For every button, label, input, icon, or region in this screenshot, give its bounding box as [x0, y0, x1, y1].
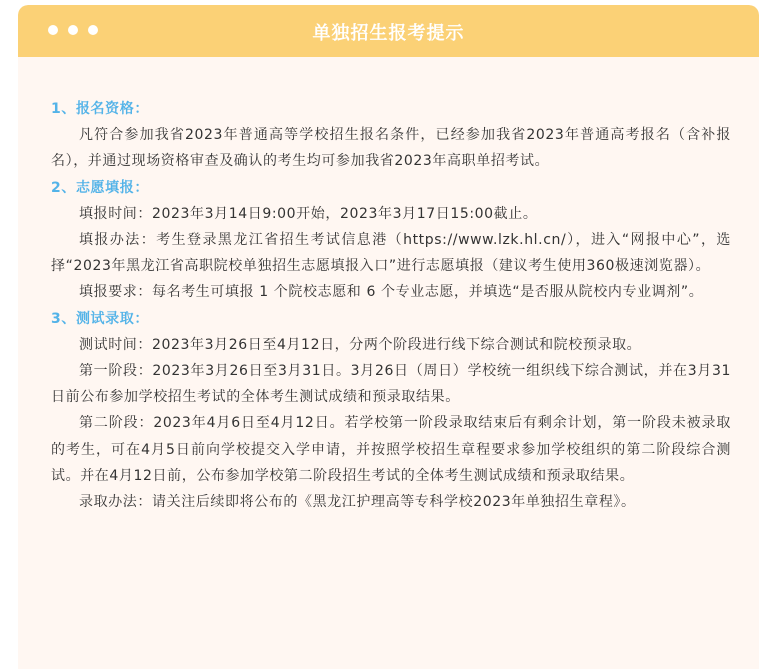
section-heading-admission: 3、测试录取：: [51, 310, 149, 327]
notice-card: [18, 5, 759, 669]
application-method-paragraph: 填报办法：考生登录黑龙江省招生考试信息港（https://www.lzk.hl.cn/），进入“网报中心”，选择“2023年黑龙江省高职院校单独招生志愿填报入口”进行志愿填报（建议考生使用360极速浏览器）。: [51, 232, 731, 275]
title-bar: [18, 5, 759, 57]
registration-paragraph: 凡符合参加我省2023年普通高等学校招生报名条件，已经参加我省2023年普通高考报名（含补报名），并通过现场资格审查及确认的考生均可参加我省2023年高职单招考试。: [51, 127, 731, 170]
application-requirement-paragraph: 填报要求：每名考生可填报 1 个院校志愿和 6 个专业志愿，并填选“是否服从院校内专业调剂”。: [79, 284, 704, 301]
application-time-paragraph: 填报时间：2023年3月14日9:00开始，2023年3月17日15:00截止。: [79, 205, 538, 222]
section-heading-registration: 1、报名资格：: [51, 101, 149, 117]
admission-method-paragraph: 录取办法：请关注后续即将公布的《黑龙江护理高等专科学校2023年单独招生章程》。: [79, 494, 636, 511]
phase-one-paragraph: 第一阶段：2023年3月26日至3月31日。3月26日（周日）学校统一组织线下综合测试，并在3月31日前公布参加学校招生考试的全体考生测试成绩和预录取结果。: [51, 363, 731, 406]
notice-content: [51, 96, 731, 515]
phase-two-paragraph: 第二阶段：2023年4月6日至4月12日。若学校第一阶段录取结束后有剩余计划，第一阶段未被录取的考生，可在4月5日前向学校提交入学申请，并按照学校招生章程要求参加学校组织的第二阶段综合测试。并在4月12日前，公布参加学校第二阶段招生考试的全体考生测试成绩和预录取结果。: [51, 415, 731, 484]
page-title: 单独招生报考提示: [312, 23, 465, 44]
section-heading-application: 2、志愿填报：: [51, 179, 149, 196]
test-time-paragraph: 测试时间：2023年3月26日至4月12日，分两个阶段进行线下综合测试和院校预录取。: [79, 336, 642, 353]
